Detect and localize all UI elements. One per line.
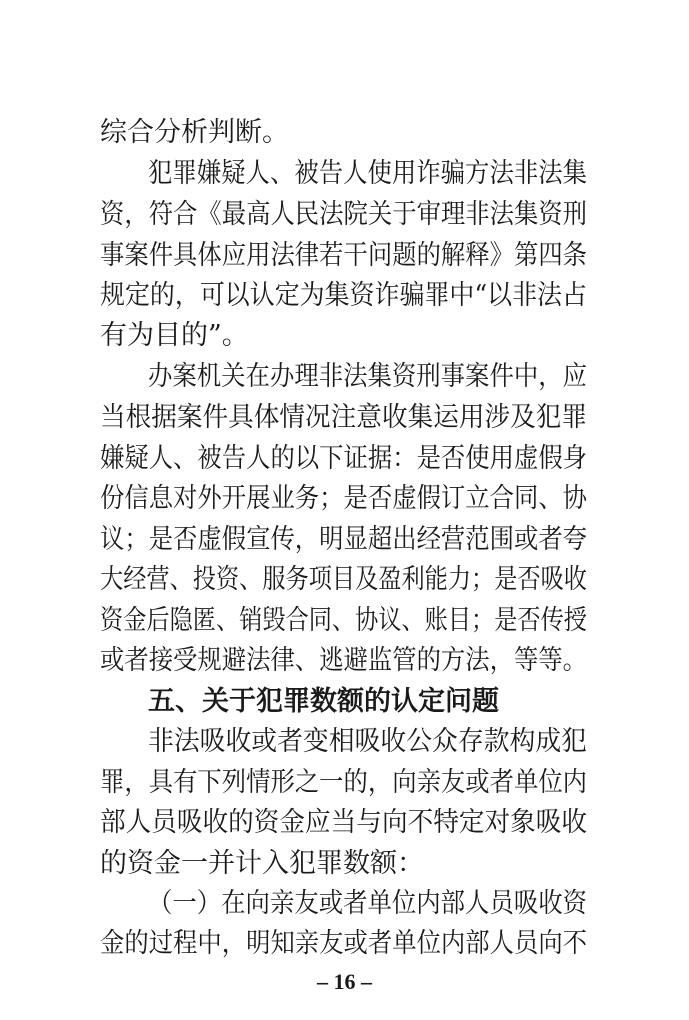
document-page: 综合分析判断。 犯罪嫌疑人、被告人使用诈骗方法非法集 资，符合《最高人民法院关于审理非法集资刑 事案件具体应用法律若干问题的解释》第四条 规定的，可以认定为集资诈骗罪中“以非法占 有为目的”。 办案机关在办理非法集资刑事案件中，应 当根据案件具体情况注意收集运用涉及犯罪 嫌疑人、被告人的以下证据：是否使用虚假身 份信息对外开展业务；是否虚假订立合同、协 议；是否虚假宣传，明显超出经营范围或者夸 大经营、投资、服务项目及盈利能力；是否吸收 资金后隐匿、销毁合同、协议、账目；是否传授 或者接受规避法律、逃避监管的方法，等等。 五、关于犯罪数额的认定问题 非法吸收或者变相吸收公众存款构成犯 罪，具有下列情形之一的，向亲友或者单位内 部人员吸收的资金应当与向不特定对象吸收 的资金一并计入犯罪数额： （一）在向亲友或者单位内部人员吸收资 金的过程中，明知亲友或者单位内部人员向不 – 16 – [0,0,689,1020]
page-number: – 16 – [317,969,372,994]
